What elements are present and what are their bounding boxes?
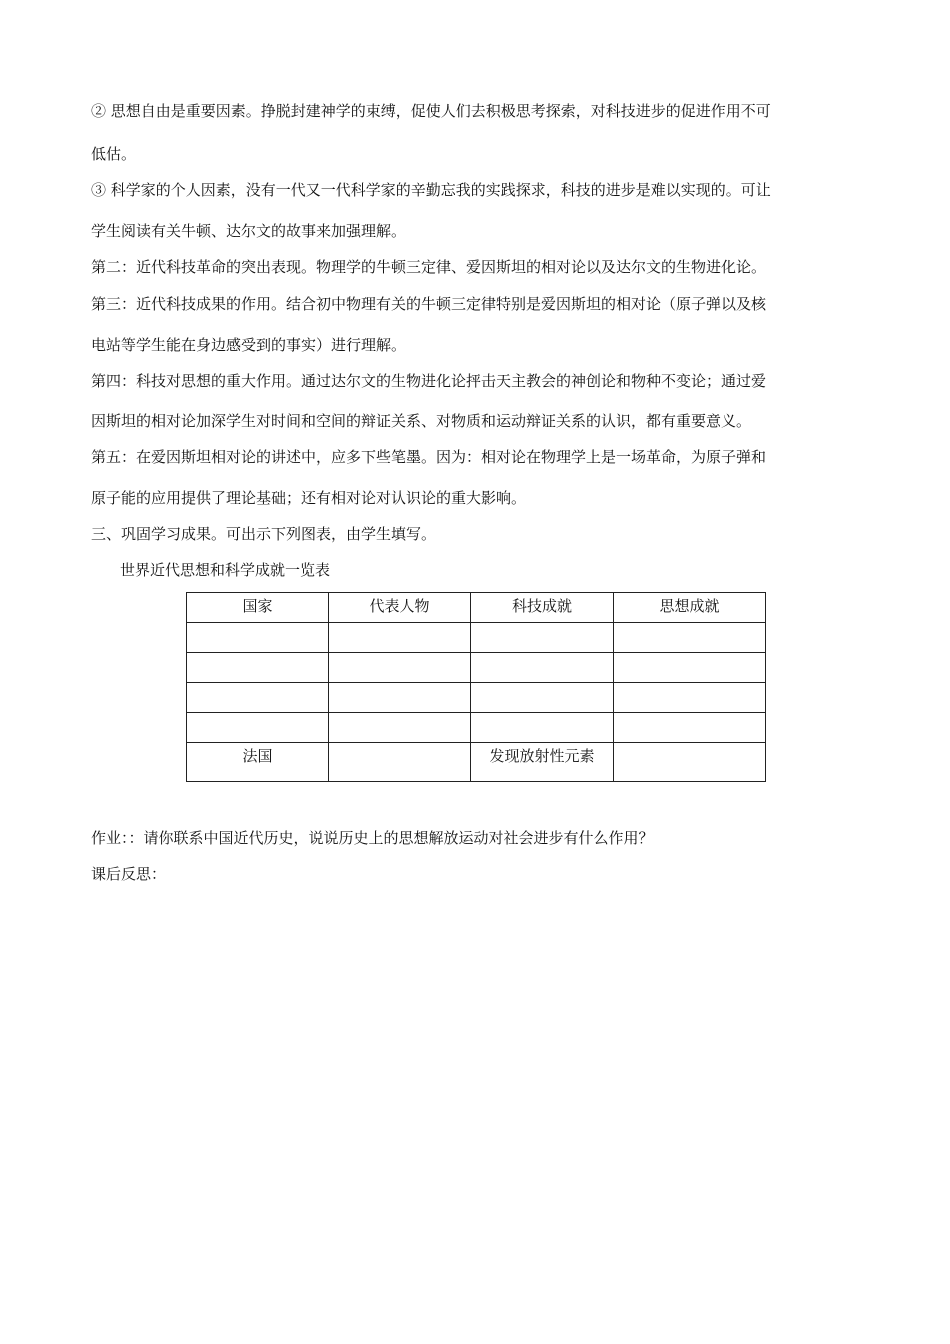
table-cell <box>471 623 614 653</box>
table-cell <box>471 713 614 743</box>
table-row <box>187 623 766 653</box>
table-cell <box>471 653 614 683</box>
table-header-row <box>187 593 766 623</box>
header-thought-achievement: 思想成就 <box>614 593 766 623</box>
table-cell <box>329 743 471 782</box>
achievement-table <box>186 592 766 782</box>
table-cell <box>187 683 329 713</box>
table-cell <box>329 713 471 743</box>
table-cell <box>471 683 614 713</box>
paragraph-fifth-point-line2: 原子能的应用提供了理论基础；还有相对论对认识论的重大影响。 <box>91 489 527 507</box>
paragraph-fifth-point-line1: 第五：在爱因斯坦相对论的讲述中，应多下些笔墨。因为：相对论在物理学上是一场革命，为原子弹和 <box>91 448 767 466</box>
header-representative: 代表人物 <box>329 593 471 623</box>
table-row <box>187 683 766 713</box>
table-row <box>187 713 766 743</box>
paragraph-scientist-factor-line1: ③ 科学家的个人因素，没有一代又一代科学家的辛勤忘我的实践探求，科技的进步是难以实现的。可让 <box>91 181 771 199</box>
table-cell <box>187 713 329 743</box>
table-cell <box>614 623 766 653</box>
table-row <box>187 743 766 782</box>
table-cell <box>614 653 766 683</box>
table-cell <box>329 623 471 653</box>
header-country: 国家 <box>187 593 329 623</box>
paragraph-thought-freedom-line1: ② 思想自由是重要因素。挣脱封建神学的束缚，促使人们去积极思考探索，对科技进步的促进作用不可 <box>91 102 771 120</box>
paragraph-fourth-point-line1: 第四：科技对思想的重大作用。通过达尔文的生物进化论抨击天主教会的神创论和物种不变论；通过爱 <box>91 372 767 390</box>
table-cell <box>187 653 329 683</box>
paragraph-thought-freedom-line2: 低估。 <box>91 145 137 163</box>
table-cell <box>614 683 766 713</box>
paragraph-third-point-line2: 电站等学生能在身边感受到的事实）进行理解。 <box>91 336 407 354</box>
homework-text: 作业：：请你联系中国近代历史，说说历史上的思想解放运动对社会进步有什么作用？ <box>91 829 654 847</box>
table-cell <box>614 743 766 782</box>
table-cell <box>187 623 329 653</box>
table-cell: 发现放射性元素 <box>471 743 614 782</box>
table-cell <box>329 683 471 713</box>
reflection-label: 课后反思： <box>91 865 167 883</box>
table-title: 世界近代思想和科学成就一览表 <box>120 561 331 579</box>
paragraph-fourth-point-line2: 因斯坦的相对论加深学生对时间和空间的辩证关系、对物质和运动辩证关系的认识，都有重要意义。 <box>91 412 752 430</box>
table-row <box>187 653 766 683</box>
paragraph-third-point-line1: 第三：近代科技成果的作用。结合初中物理有关的牛顿三定律特别是爱因斯坦的相对论（原子弹以及核 <box>91 295 767 313</box>
paragraph-second-point: 第二：近代科技革命的突出表现。物理学的牛顿三定律、爱因斯坦的相对论以及达尔文的生物进化论。 <box>91 258 767 276</box>
header-science-achievement: 科技成就 <box>471 593 614 623</box>
paragraph-scientist-factor-line2: 学生阅读有关牛顿、达尔文的故事来加强理解。 <box>91 222 407 240</box>
section-consolidate-heading: 三、巩固学习成果。可出示下列图表，由学生填写。 <box>91 525 437 543</box>
table-cell: 法国 <box>187 743 329 782</box>
table-cell <box>614 713 766 743</box>
table-cell <box>329 653 471 683</box>
